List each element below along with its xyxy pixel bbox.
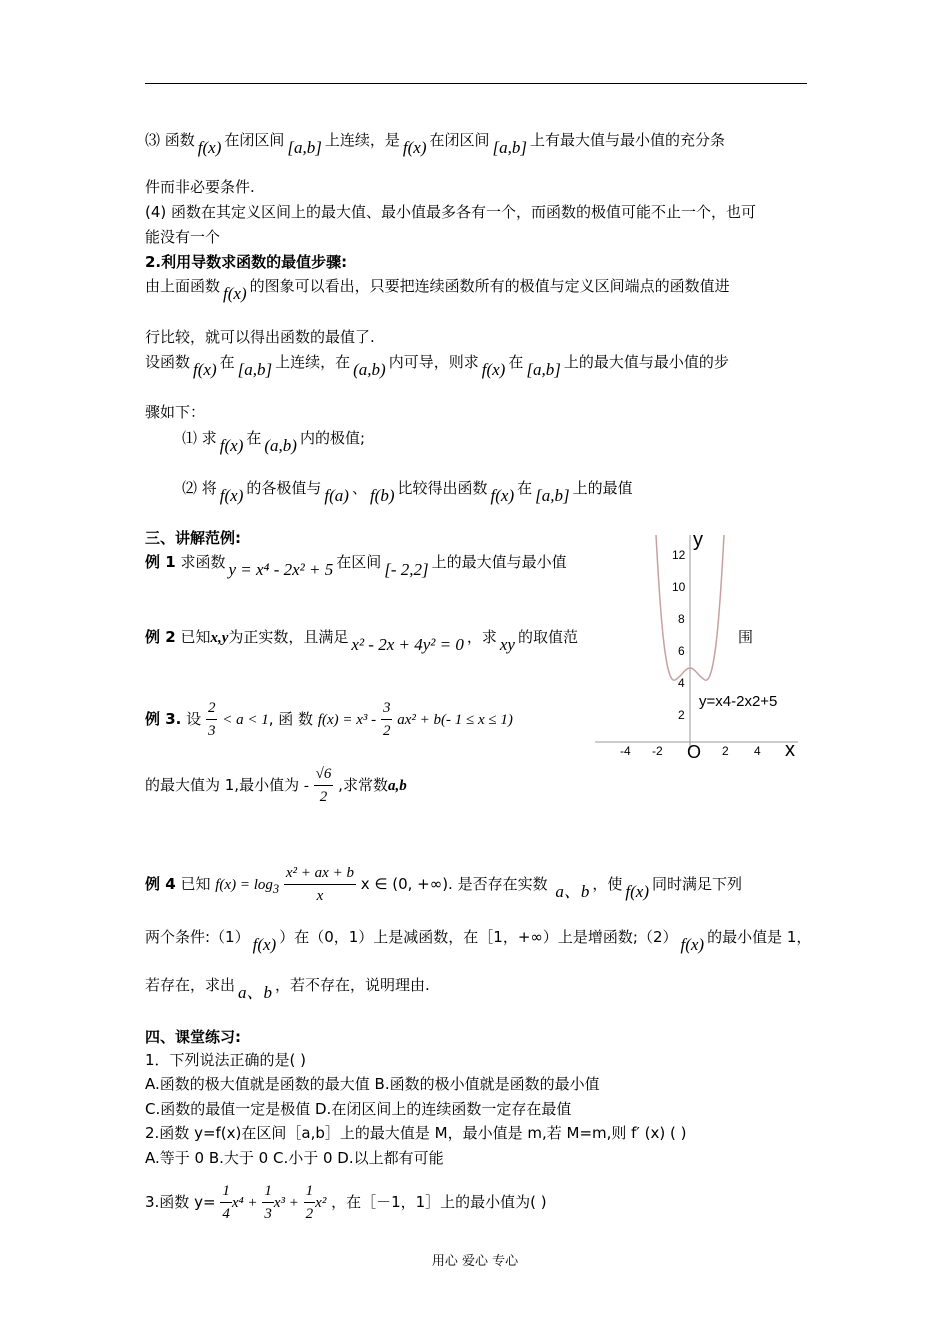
example-4-line2: 两个条件:（1） f(x) ）在（0，1）上是减函数，在［1，+∞）上是增函数;（2） f(x) 的最小值是 1， <box>145 928 812 954</box>
fraction-half: $\frac{1}{2}$ <box>304 1180 316 1225</box>
x-tick-neg4: -4 <box>620 744 631 758</box>
x-tick-neg2: -2 <box>652 744 663 758</box>
question-2-options: A.等于 0 B.大于 0 C.小于 0 D.以上都有可能 <box>145 1149 444 1167</box>
section-4-title: 四、课堂练习: <box>145 1028 241 1046</box>
example-2-end: 围 <box>738 628 754 646</box>
origin-label: O <box>687 742 702 760</box>
question-1-options-cd: C.函数的最值一定是极值 D.在闭区间上的连续函数一定存在最值 <box>145 1100 572 1118</box>
question-1: 1．下列说法正确的是( ) <box>145 1051 307 1069</box>
y-tick-2: 2 <box>678 708 685 722</box>
fraction-log-argument: $\frac{\text{x² + ax + b}}{x}$ <box>284 862 356 907</box>
para-5: 由上面函数 f(x) 的图象可以看出，只要把连续函数所有的极值与定义区间端点的函数值进 <box>145 277 730 303</box>
header-rule <box>145 83 807 84</box>
x-tick-2: 2 <box>722 744 729 758</box>
y-tick-10: 10 <box>672 580 686 594</box>
para-6: 设函数 f(x) 在 [a,b] 上连续，在 (a,b) 内可导，则求 f(x) 在 [a,b] 上的最大值与最小值的步 <box>145 353 729 379</box>
y-tick-4: 4 <box>678 676 685 690</box>
question-2: 2.函数 y=f(x)在区间［a,b］上的最大值是 M，最小值是 m,若 M=m,则 f′ (x) ( ) <box>145 1124 687 1142</box>
example-2: 例 2 已知x,y为正实数，且满足 x² - 2x + 4y² = 0 ，求 xy 的取值范 <box>145 628 578 654</box>
example-4-line3: 若存在，求出 a、b ，若不存在，说明理由. <box>145 976 430 1002</box>
example-3-line2: 的最大值为 1,最小值为 - $\frac{√6}{2}$ ,求常数a,b <box>145 763 407 808</box>
example-1: 例 1 求函数 y = x⁴ - 2x² + 5 在区间 [- 2,2] 上的最大值与最小值 <box>145 553 567 579</box>
y-tick-12: 12 <box>672 548 686 562</box>
question-1-options-ab: A.函数的极大值就是函数的最大值 B.函数的极小值就是函数的最小值 <box>145 1075 600 1093</box>
y-axis-label: y <box>693 530 703 551</box>
question-3: 3.函数 y= $\frac{1}{4}$ x⁴ + $\frac{1}{3}$ x³ + $\frac{1}{2}$ x² ，在［－1，1］上的最小值为( ) <box>145 1180 547 1225</box>
fraction-quarter: $\frac{1}{4}$ <box>220 1180 232 1225</box>
para-5-cont: 行比较，就可以得出函数的最值了. <box>145 328 375 346</box>
section-2-title: 2.利用导数求函数的最值步骤: <box>145 253 348 271</box>
para-3: ⑶ 函数 f(x) 在闭区间 [a,b] 上连续，是 f(x) 在闭区间 [a,b] 上有最大值与最小值的充分条 <box>145 131 725 157</box>
para-4-line1: (4) 函数在其定义区间上的最大值、最小值最多各有一个，而函数的极值可能不止一个，也可 <box>145 203 757 221</box>
page-footer: 用心 爱心 专心 <box>431 1254 519 1269</box>
example-3: 例 3. 设 $\frac{2}{3}$ < a < 1, 函 数 f(x) = x³ - $\frac{3}{2}$ ax² + b(- 1 ≤ x ≤ 1) <box>145 697 513 742</box>
function-graph <box>590 530 805 760</box>
step-1: ⑴ 求 f(x) 在 (a,b) 内的极值; <box>182 429 366 455</box>
y-tick-6: 6 <box>678 644 685 658</box>
step-2: ⑵ 将 f(x) 的各极值与 f(a) 、 f(b) 比较得出函数 f(x) 在 [a,b] 上的最值 <box>182 479 633 505</box>
x-tick-4: 4 <box>754 744 761 758</box>
para-3-cont: 件而非必要条件. <box>145 178 255 196</box>
example-4: 例 4 已知 $f(x) = \log_3$ $\frac{\text{x² + ax + b}}{x}$ x ∈ (0, +∞). 是否存在实数 a、b ，使 f(x) 同时满足下列 <box>145 862 742 907</box>
fraction-three-halves: $\frac{3}{2}$ <box>381 697 393 742</box>
para-6-cont: 骤如下： <box>145 403 206 421</box>
para-4-line2: 能没有一个 <box>145 228 221 246</box>
x-axis-label: x <box>785 739 795 760</box>
section-3-title: 三、讲解范例: <box>145 529 241 547</box>
curve-label: y=x4-2x2+5 <box>699 693 778 710</box>
fraction-two-thirds: $\frac{2}{3}$ <box>206 697 218 742</box>
y-tick-8: 8 <box>678 612 685 626</box>
fraction-sqrt6-over-2: $\frac{√6}{2}$ <box>314 763 334 808</box>
fraction-third: $\frac{1}{3}$ <box>262 1180 274 1225</box>
